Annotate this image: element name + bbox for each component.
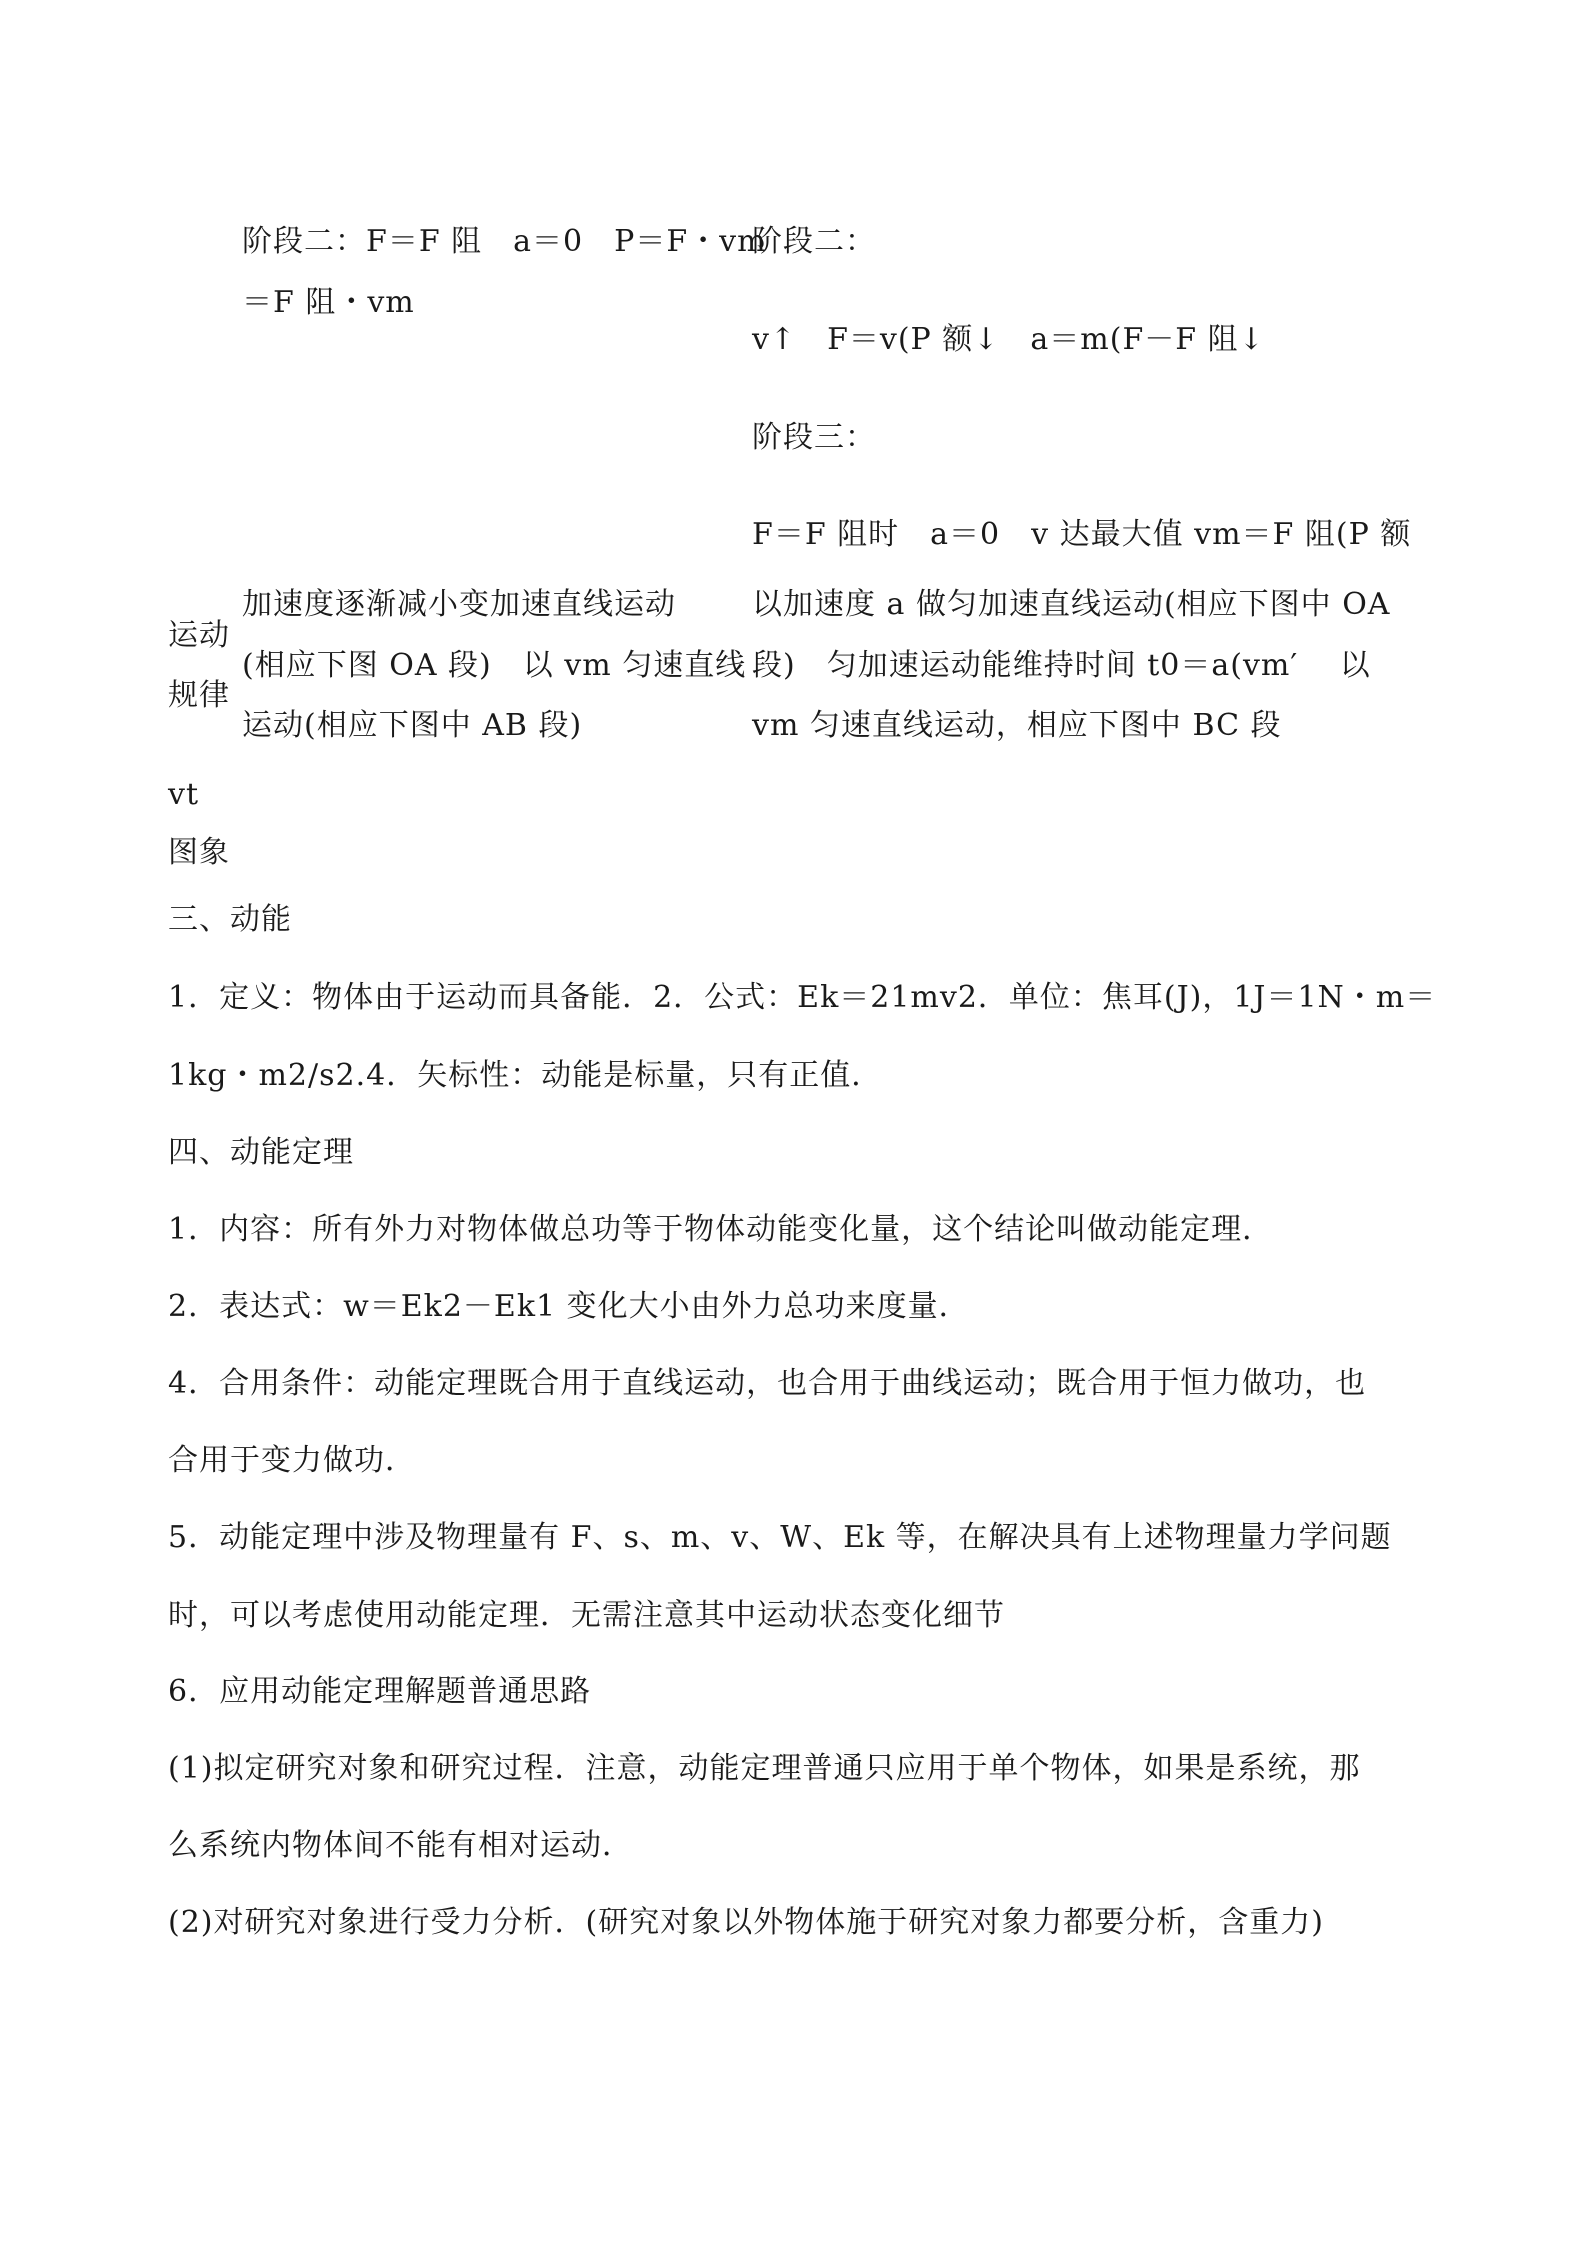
s4-item6-2: (2)对研究对象进行受力分析．(研究对象以外物体施于研究对象力都要分析，含重力) [168, 1905, 1324, 1940]
section-4-title: 四、动能定理 [168, 1135, 354, 1170]
s4-item6-1-line1: (1)拟定研究对象和研究过程．注意，动能定理普通只应用于单个物体，如果是系统，那 [168, 1751, 1361, 1786]
right-stage3-line: F＝F 阻时 a＝0 v 达最大值 vm＝F 阻(P 额 [752, 517, 1412, 552]
row-label-vt-1: vt [168, 777, 200, 812]
row-label-vt-2: 图象 [168, 835, 230, 870]
row-label-motion-2: 规律 [168, 678, 230, 713]
left-stage2-line1: 阶段二：F＝F 阻 a＝0 P＝F・vm [242, 224, 767, 259]
right-motion-line1: 以加速度 a 做匀加速直线运动(相应下图中 OA [752, 587, 1391, 622]
s4-item2: 2．表达式：w＝Ek2－Ek1 变化大小由外力总功来度量． [168, 1289, 970, 1324]
comparison-table [0, 0, 1586, 780]
left-motion-line3: 运动(相应下图中 AB 段) [242, 708, 583, 743]
right-stage3-head: 阶段三： [752, 420, 876, 455]
s4-item1: 1．内容：所有外力对物体做总功等于物体动能变化量，这个结论叫做动能定理． [168, 1212, 1274, 1247]
s4-item4-line1: 4．合用条件：动能定理既合用于直线运动，也合用于曲线运动；既合用于恒力做功，也 [168, 1366, 1367, 1401]
left-stage2-line2: ＝F 阻・vm [242, 285, 415, 320]
s4-item4-line2: 合用于变力做功． [168, 1443, 416, 1478]
left-motion-line2: (相应下图 OA 段) 以 vm 匀速直线 [242, 648, 747, 683]
s4-item5-line2: 时，可以考虑使用动能定理．无需注意其中运动状态变化细节 [168, 1598, 1005, 1633]
right-stage2-line: v↑ F＝v(P 额↓ a＝m(F－F 阻↓ [752, 322, 1265, 357]
s4-item5-line1: 5．动能定理中涉及物理量有 F、s、m、v、W、Ek 等，在解决具有上述物理量力学问题 [168, 1520, 1392, 1555]
s3-paragraph-line2: 1kg・m2/s2.4．矢标性：动能是标量，只有正值． [168, 1058, 883, 1093]
right-motion-line2: 段) 匀加速运动能维持时间 t0＝a(vm′ 以 [752, 648, 1371, 683]
s4-item6-1-line2: 么系统内物体间不能有相对运动． [168, 1828, 633, 1863]
left-motion-line1: 加速度逐渐减小变加速直线运动 [242, 587, 676, 622]
row-label-motion-1: 运动 [168, 618, 230, 653]
right-motion-line3: vm 匀速直线运动，相应下图中 BC 段 [752, 708, 1282, 743]
section-3-title: 三、动能 [168, 902, 292, 937]
s3-paragraph-line1: 1．定义：物体由于运动而具备能．2．公式：Ek＝21mv2．单位：焦耳(J)，1J＝1N・m＝ [168, 980, 1437, 1015]
s4-item6: 6．应用动能定理解题普通思路 [168, 1674, 592, 1709]
right-stage2-head: 阶段二： [752, 224, 876, 259]
